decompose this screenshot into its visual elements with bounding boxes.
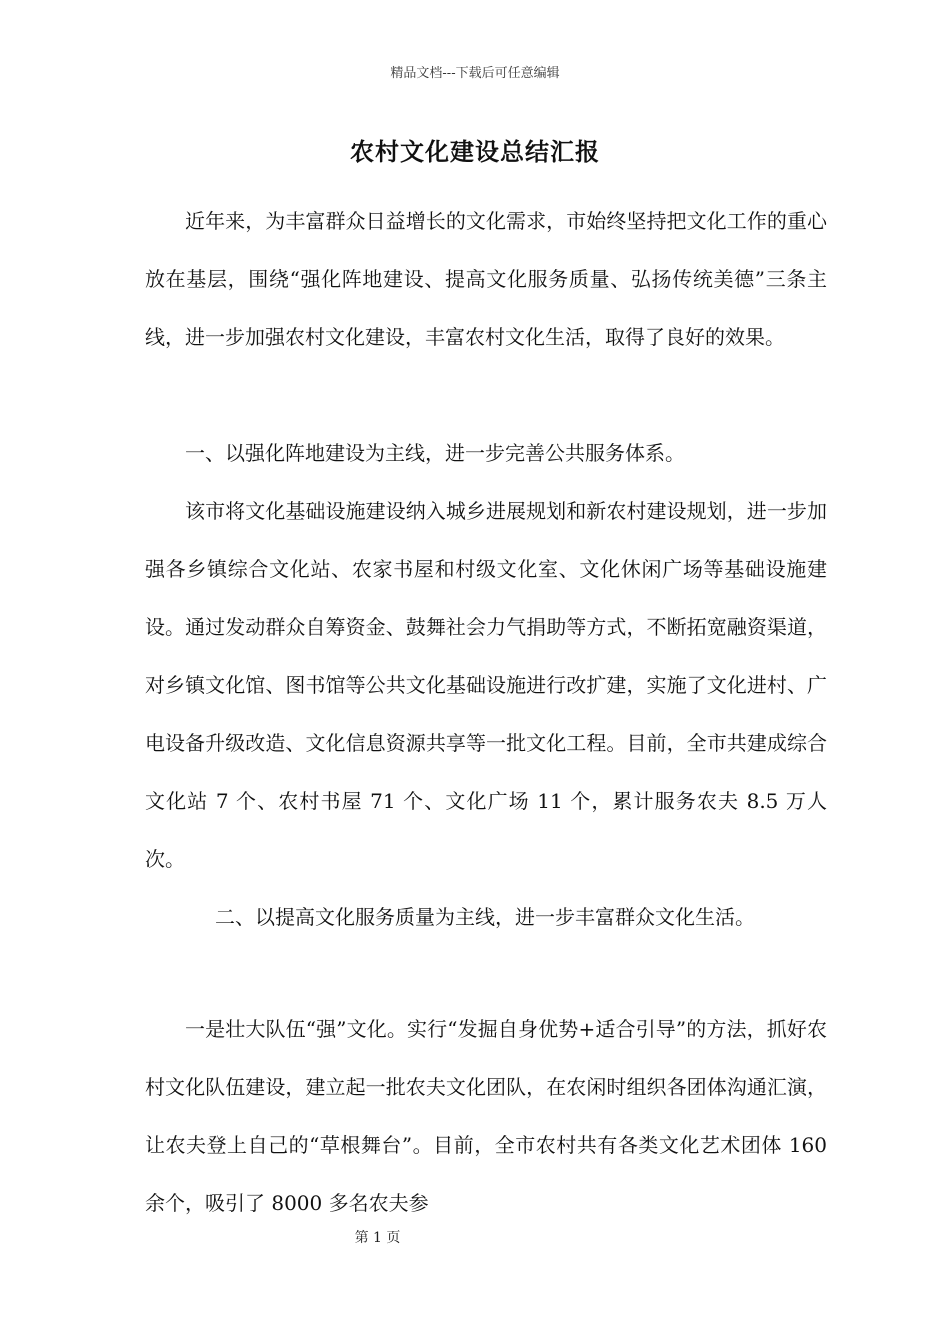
section-heading-1: 一、以强化阵地建设为主线，进一步完善公共服务体系。	[185, 441, 685, 465]
page-header: 精品文档---下载后可任意编辑	[390, 66, 560, 81]
page-number: 第 1 页	[354, 1230, 401, 1246]
document-title: 农村文化建设总结汇报	[350, 137, 600, 166]
section-heading-2: 二、以提高文化服务质量为主线，进一步丰富群众文化生活。	[215, 905, 755, 929]
section-2-paragraph: 一是壮大队伍“强”文化。实行“发掘自身优势+适合引导”的方法，抓好农村文化队伍建设，建立起一批农夫文化团队，在农闲时组织各团体沟通汇演，让农夫登上自己的“草根舞台”。目前，全市农村共有各类文化艺术团体 160 余个，吸引了 8000 多名农夫参	[145, 1017, 827, 1215]
section-1-paragraph: 该市将文化基础设施建设纳入城乡进展规划和新农村建设规划，进一步加强各乡镇综合文化站、农家书屋和村级文化室、文化休闲广场等基础设施建设。通过发动群众自筹资金、鼓舞社会力气捐助等方式，不断拓宽融资渠道，对乡镇文化馆、图书馆等公共文化基础设施进行改扩建，实施了文化进村、广电设备升级改造、文化信息资源共享等一批文化工程。目前，全市共建成综合文化站 7 个、农村书屋 71 个、文化广场 11 个，累计服务农夫 8.5 万人次。	[145, 499, 827, 871]
intro-paragraph: 近年来，为丰富群众日益增长的文化需求，市始终坚持把文化工作的重心放在基层，围绕“强化阵地建设、提高文化服务质量、弘扬传统美德”三条主线，进一步加强农村文化建设，丰富农村文化生活，取得了良好的效果。	[145, 209, 827, 349]
